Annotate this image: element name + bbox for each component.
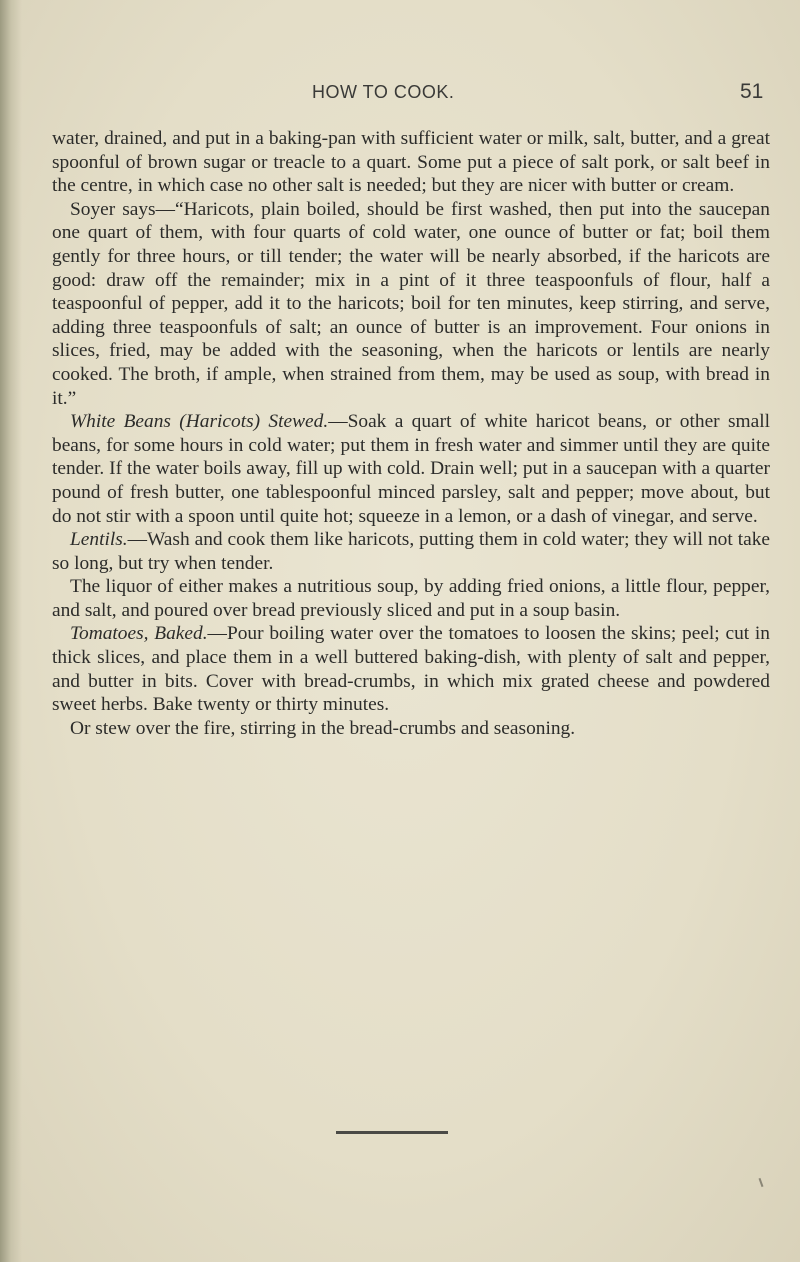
paragraph-tomatoes-baked (52, 622, 770, 716)
page-body (52, 127, 770, 740)
paragraph-tomatoes-stew: Or stew over the fire, stirring in the bread-crumbs and seasoning. (70, 717, 576, 739)
recipe-title-lentils: Lentils. (70, 529, 128, 551)
binding-shadow (0, 0, 22, 1262)
recipe-text-tomatoes-baked: —Pour boiling water over the tomatoes to loosen the skins; peel; cut in thick slices, and place them in a well buttered baking-dish, with plenty of salt and pepper, and butter in bits. Cover with bread-crumbs, in which mix grated cheese and powdered sweet herbs. Bake twenty or thirty minutes. (52, 623, 770, 716)
recipe-title-white-beans: White Beans (Haricots) Stewed. (70, 411, 329, 433)
paragraph-white-beans (52, 410, 770, 528)
page-number: 51 (740, 80, 764, 103)
running-head: HOW TO COOK. (312, 82, 455, 102)
recipe-title-tomatoes-baked: Tomatoes, Baked. (70, 623, 208, 645)
recipe-text-white-beans: —Soak a quart of white haricot beans, or other small beans, for some hours in cold water; put them in fresh water and simmer until they are quite tender. If the water boils away, fill up with cold. Drain well; put in a saucepan with a quarter pound of fresh butter, one tablespoonful minced parsley, salt and pepper; move about, but do not stir with a spoon until quite hot; squeeze in a lemon, or a dash of vinegar, and serve. (52, 411, 770, 527)
recipe-text-lentils: —Wash and cook them like haricots, putting them in cold water; they will not take so long, but try when tender. (52, 529, 770, 574)
section-divider-rule (336, 1131, 448, 1134)
page-header (0, 82, 800, 112)
paper-speck (759, 1178, 764, 1187)
paragraph-continued: water, drained, and put in a baking-pan with sufficient water or milk, salt, butter, and a great spoonful of brown sugar or treacle to a quart. Some put a piece of salt pork, or salt beef in the centre, in which case no other salt is needed; but they are nicer with butter or cream. (52, 128, 770, 197)
paragraph-lentils (52, 528, 770, 575)
paragraph-lentil-soup: The liquor of either makes a nutritious soup, by adding fried onions, a little flour, pepper, and salt, and poured over bread previously sliced and put in a soup basin. (52, 576, 770, 621)
paragraph-soyer-quote: Soyer says—“Haricots, plain boiled, should be first washed, then put into the saucepan one quart of them, with four quarts of cold water, one ounce of butter or fat; boil them gently for three hours, or till tender; the water will be nearly absorbed, if the haricots are good: draw off the remainder; mix in a pint of it three teaspoonfuls of flour, half a teaspoonful of pepper, add it to the haricots; boil for ten minutes, keep stirring, and serve, adding three teaspoonfuls of salt; an ounce of butter is an improvement. Four onions in slices, fried, may be added with the seasoning, when the haricots or lentils are nearly cooked. The broth, if ample, when strained from them, may be used as soup, with bread in it.” (52, 198, 770, 409)
